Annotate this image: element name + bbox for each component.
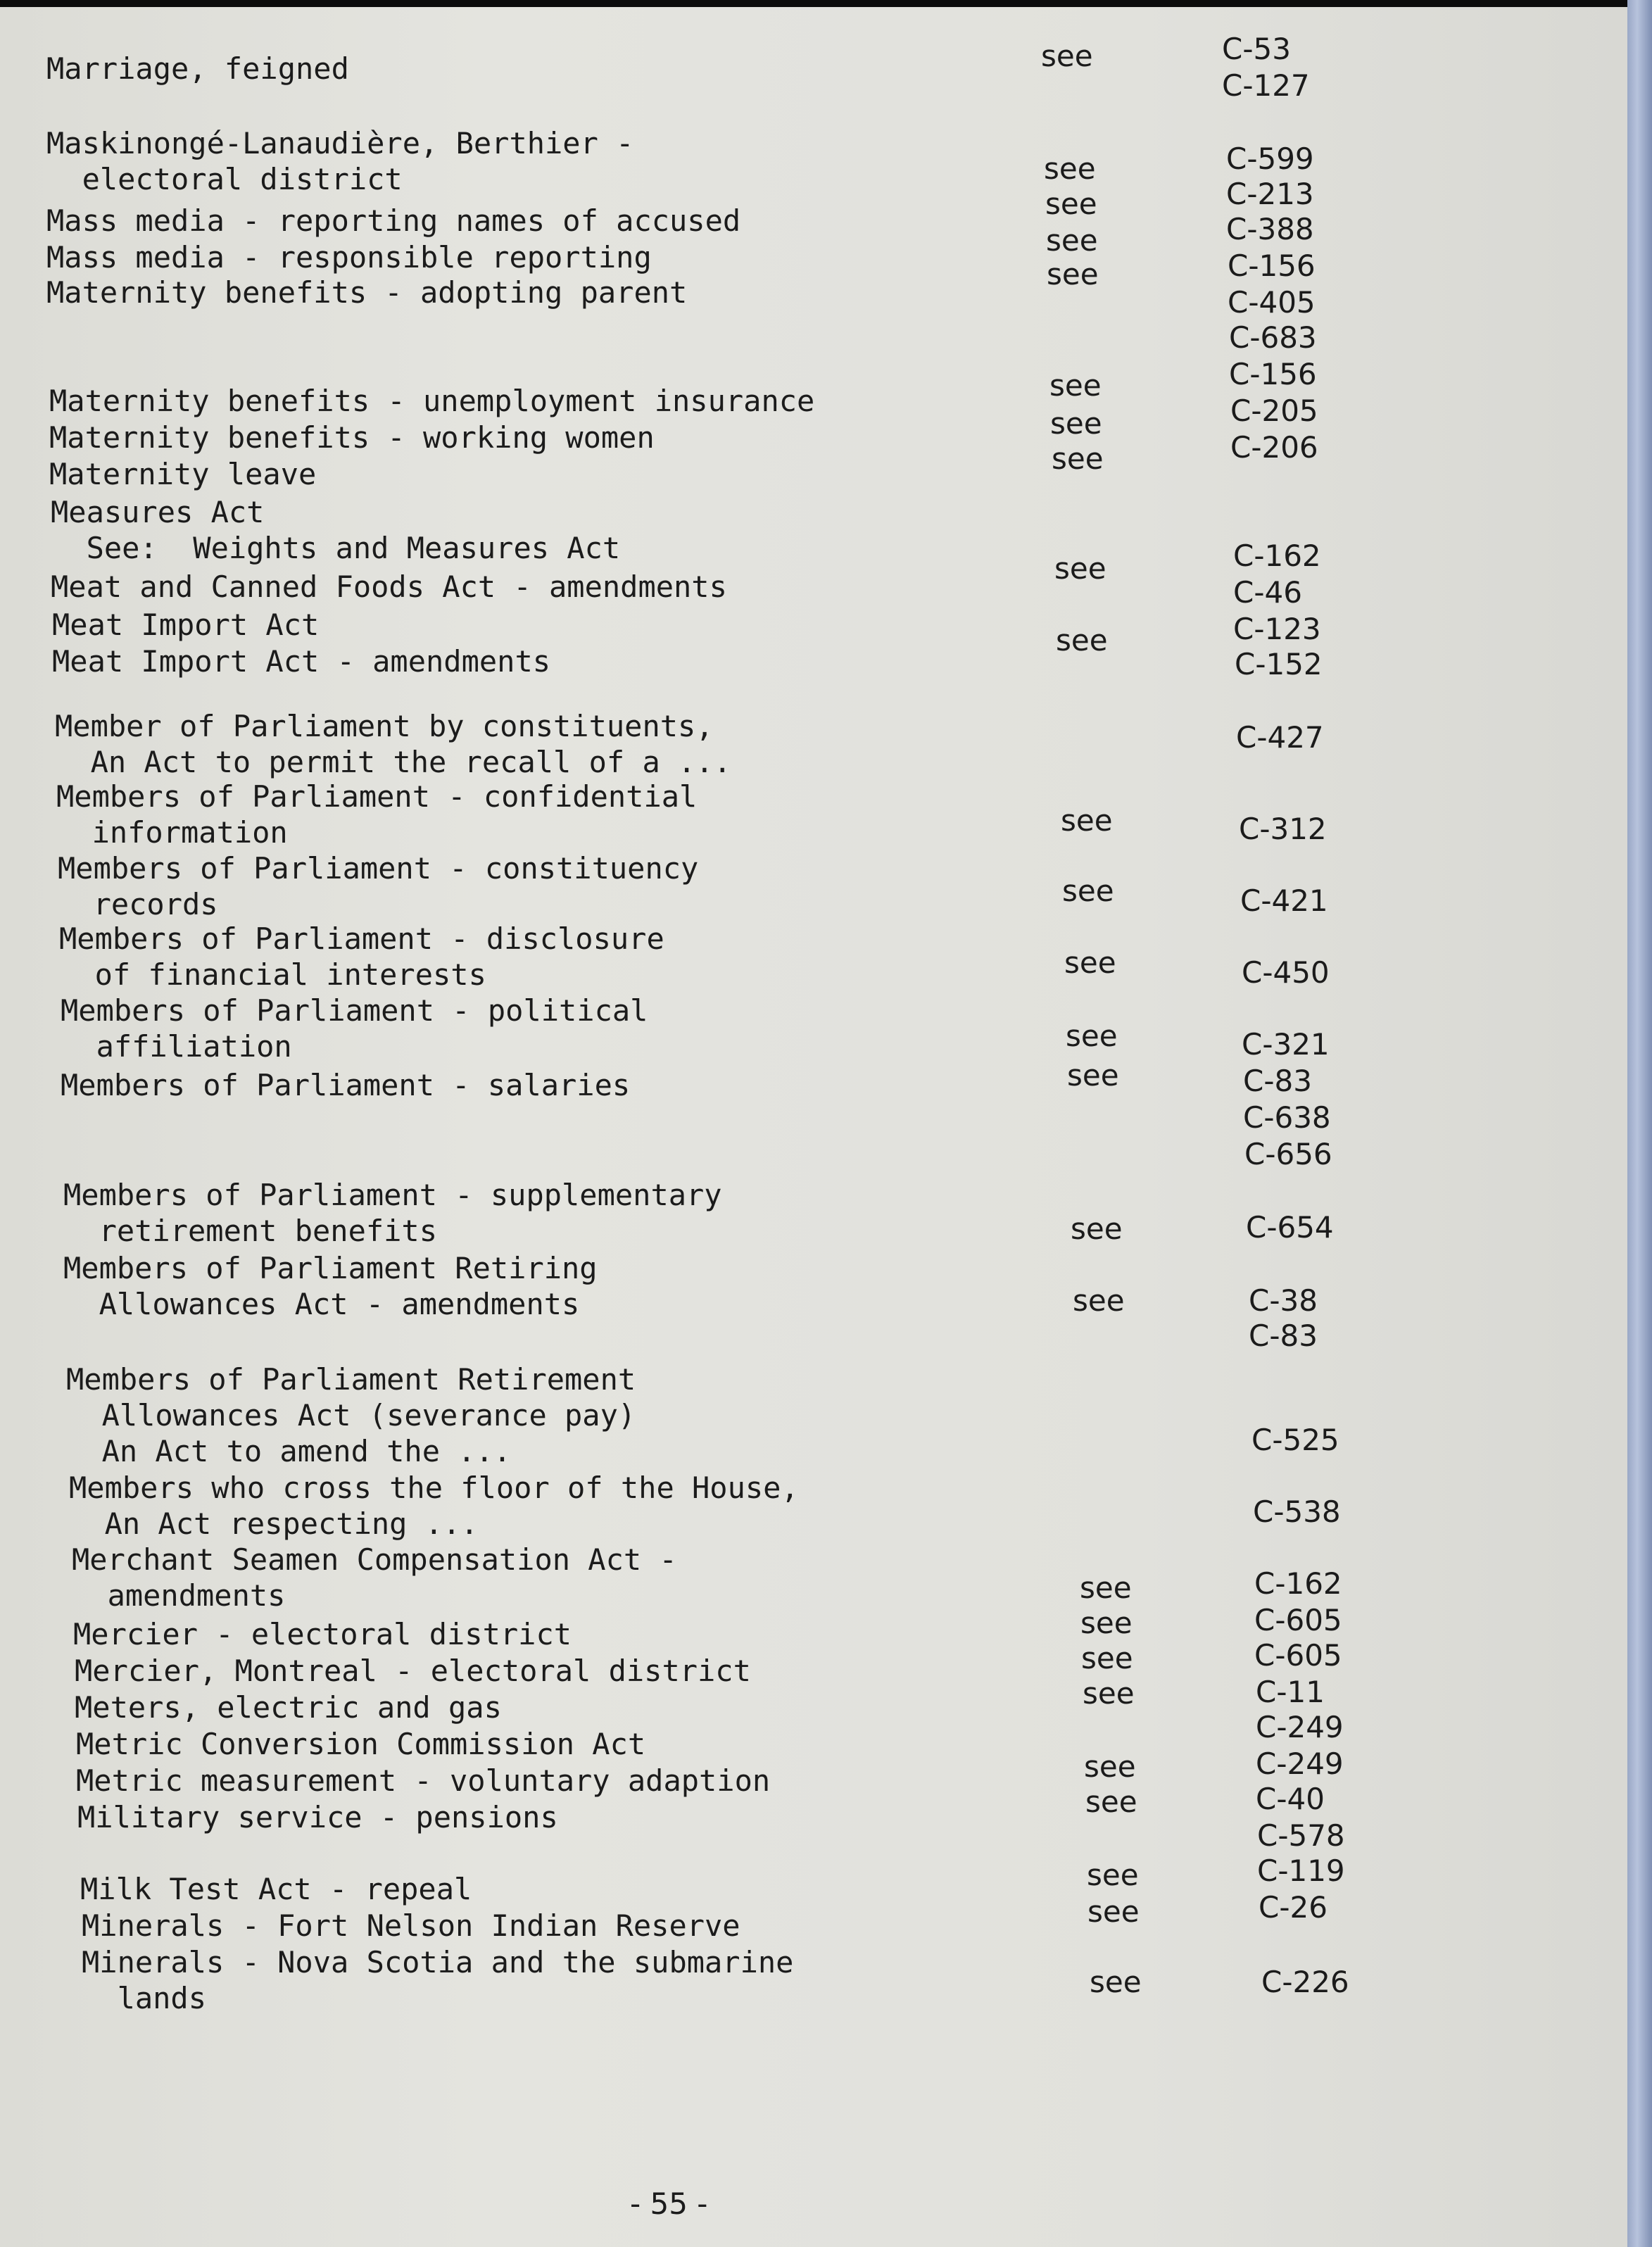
- bill-reference: C-249: [1256, 1710, 1344, 1744]
- bill-reference: C-11: [1256, 1675, 1325, 1709]
- index-term-line: Members of Parliament - supplementary: [63, 1178, 722, 1212]
- bill-reference: C-83: [1249, 1318, 1318, 1353]
- index-term-line: Maternity benefits - unemployment insurance: [49, 384, 815, 418]
- see-label: see: [1080, 1571, 1132, 1605]
- see-label: see: [1085, 1785, 1137, 1819]
- see-label: see: [1081, 1641, 1133, 1675]
- index-term-line: Mass media - responsible reporting: [46, 240, 652, 275]
- index-term-line: See: Weights and Measures Act: [51, 531, 621, 565]
- index-term-line: Mass media - reporting names of accused: [46, 203, 741, 238]
- bill-reference: C-312: [1239, 812, 1327, 846]
- index-term-line: Meat Import Act: [52, 608, 320, 642]
- index-term-line: Metric measurement - voluntary adaption: [76, 1763, 771, 1798]
- index-term-line: amendments: [72, 1578, 286, 1613]
- see-label: see: [1049, 368, 1102, 403]
- index-term-line: Members of Parliament - political: [61, 993, 648, 1028]
- bill-reference: C-599: [1226, 141, 1314, 176]
- bill-reference: C-156: [1229, 357, 1317, 391]
- see-label: see: [1041, 39, 1093, 73]
- bill-reference: C-162: [1254, 1566, 1342, 1601]
- see-label: see: [1080, 1606, 1133, 1640]
- index-term-line: Members who cross the floor of the House,: [69, 1471, 799, 1505]
- bill-reference: C-321: [1242, 1027, 1330, 1062]
- bill-reference: C-152: [1235, 647, 1323, 681]
- see-label: see: [1083, 1676, 1135, 1711]
- bill-reference: C-525: [1251, 1423, 1339, 1457]
- see-label: see: [1071, 1211, 1123, 1246]
- index-term-line: Maskinongé-Lanaudière, Berthier -: [46, 126, 634, 160]
- index-term-line: Measures Act: [51, 495, 265, 529]
- bill-reference: C-53: [1222, 32, 1291, 66]
- bill-reference: C-123: [1233, 612, 1321, 646]
- bill-reference: C-26: [1259, 1890, 1328, 1925]
- index-term-line: An Act respecting ...: [69, 1506, 479, 1541]
- index-term-line: Maternity leave: [49, 457, 317, 491]
- see-label: see: [1087, 1894, 1140, 1929]
- index-term-line: Meters, electric and gas: [75, 1690, 502, 1725]
- bill-reference: C-40: [1256, 1782, 1325, 1816]
- bill-reference: C-638: [1243, 1100, 1331, 1135]
- bill-reference: C-388: [1226, 212, 1314, 246]
- index-term-line: An Act to amend the ...: [66, 1434, 512, 1468]
- bill-reference: C-421: [1240, 883, 1328, 918]
- see-label: see: [1067, 1058, 1119, 1093]
- index-term-line: Meat Import Act - amendments: [52, 644, 551, 679]
- index-term-line: Maternity benefits - adopting parent: [46, 275, 688, 310]
- bill-reference: C-405: [1228, 285, 1316, 320]
- page-number: - 55 -: [630, 2186, 708, 2221]
- bill-reference: C-162: [1233, 539, 1321, 573]
- bill-reference: C-605: [1254, 1638, 1342, 1673]
- bill-reference: C-226: [1261, 1965, 1349, 1999]
- see-label: see: [1050, 406, 1102, 441]
- see-label: see: [1087, 1858, 1139, 1892]
- index-term-line: Milk Test Act - repeal: [80, 1872, 472, 1906]
- index-term-line: affiliation: [61, 1029, 292, 1064]
- index-term-line: information: [56, 815, 288, 850]
- index-term-line: Metric Conversion Commission Act: [76, 1727, 646, 1761]
- bill-reference: C-206: [1230, 430, 1318, 465]
- index-term-line: An Act to permit the recall of a ...: [55, 745, 731, 779]
- index-term-line: Minerals - Fort Nelson Indian Reserve: [82, 1908, 740, 1943]
- index-term-line: Members of Parliament - salaries: [61, 1068, 631, 1102]
- see-label: see: [1090, 1965, 1142, 1999]
- index-term-line: records: [58, 887, 218, 921]
- see-label: see: [1056, 623, 1108, 657]
- index-term-line: of financial interests: [59, 957, 486, 992]
- bill-reference: C-654: [1246, 1210, 1334, 1245]
- see-label: see: [1066, 1019, 1118, 1053]
- index-term-line: Meat and Canned Foods Act - amendments: [51, 569, 727, 604]
- index-term-line: electoral district: [46, 162, 403, 196]
- index-term-line: Military service - pensions: [77, 1800, 558, 1834]
- see-label: see: [1045, 187, 1097, 221]
- scan-right-edge: [1627, 0, 1652, 2247]
- index-term-line: Member of Parliament by constituents,: [55, 709, 714, 743]
- bill-reference: C-205: [1230, 394, 1318, 428]
- index-term-line: retirement benefits: [63, 1214, 438, 1248]
- index-term-line: Members of Parliament Retirement: [66, 1362, 636, 1397]
- bill-reference: C-83: [1243, 1064, 1312, 1098]
- index-term-line: Allowances Act (severance pay): [66, 1398, 636, 1433]
- index-term-line: Members of Parliament - constituency: [58, 851, 699, 886]
- see-label: see: [1054, 551, 1106, 586]
- bill-reference: C-127: [1222, 68, 1310, 103]
- bill-reference: C-213: [1226, 177, 1314, 211]
- index-term-line: Marriage, feigned: [46, 51, 349, 86]
- see-label: see: [1073, 1283, 1125, 1318]
- index-term-line: Merchant Seamen Compensation Act -: [72, 1542, 677, 1577]
- bill-reference: C-538: [1253, 1494, 1341, 1529]
- bill-reference: C-249: [1256, 1746, 1344, 1781]
- index-term-line: Maternity benefits - working women: [49, 420, 655, 455]
- index-term-line: Minerals - Nova Scotia and the submarine: [82, 1945, 794, 1980]
- index-term-line: Mercier, Montreal - electoral district: [75, 1654, 751, 1688]
- bill-reference: C-605: [1254, 1603, 1342, 1637]
- bill-reference: C-578: [1257, 1818, 1345, 1853]
- index-term-line: Members of Parliament - confidential: [56, 779, 698, 814]
- bill-reference: C-119: [1257, 1853, 1345, 1888]
- bill-reference: C-46: [1233, 575, 1302, 610]
- see-label: see: [1064, 945, 1116, 980]
- index-term-line: Members of Parliament - disclosure: [59, 921, 664, 956]
- scan-top-edge: [0, 0, 1652, 7]
- bill-reference: C-450: [1242, 955, 1330, 990]
- see-label: see: [1044, 151, 1096, 186]
- bill-reference: C-38: [1249, 1283, 1318, 1318]
- index-term-line: lands: [82, 1981, 207, 2015]
- index-term-line: Members of Parliament Retiring: [63, 1251, 598, 1285]
- index-term-line: Allowances Act - amendments: [63, 1287, 580, 1321]
- index-term-line: Mercier - electoral district: [73, 1617, 572, 1651]
- bill-reference: C-156: [1228, 248, 1316, 283]
- see-label: see: [1061, 803, 1113, 838]
- bill-reference: C-427: [1236, 720, 1324, 755]
- see-label: see: [1047, 257, 1099, 291]
- see-label: see: [1084, 1749, 1136, 1784]
- see-label: see: [1052, 441, 1104, 476]
- see-label: see: [1062, 874, 1114, 908]
- bill-reference: C-656: [1244, 1137, 1332, 1171]
- bill-reference: C-683: [1229, 320, 1317, 355]
- see-label: see: [1046, 223, 1098, 258]
